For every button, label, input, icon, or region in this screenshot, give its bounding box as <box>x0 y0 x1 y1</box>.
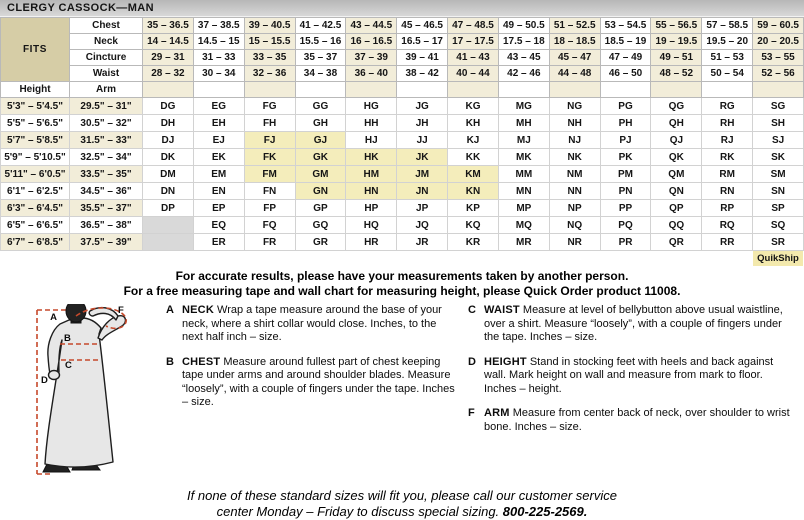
instruction-letter: C <box>468 304 476 316</box>
fit-row-label: Cincture <box>70 50 143 66</box>
size-code-cell: HN <box>346 183 397 200</box>
empty-header-cell <box>244 82 295 98</box>
size-code-cell: KH <box>448 115 499 132</box>
height-range-cell: 6'1" – 6'2.5" <box>1 183 70 200</box>
empty-header-cell <box>143 82 194 98</box>
arm-range-cell: 33.5" – 35" <box>70 166 143 183</box>
size-code-cell: RN <box>702 183 753 200</box>
diagram-label-a: A <box>50 312 57 323</box>
fit-value-cell: 43 – 45 <box>498 50 549 66</box>
height-range-cell: 5'7" – 5'8.5" <box>1 132 70 149</box>
cassock-figure-diagram <box>14 304 164 486</box>
fit-value-cell: 42 – 46 <box>498 66 549 82</box>
instruction-height <box>468 356 798 397</box>
size-code-cell: RK <box>702 149 753 166</box>
size-code-cell: SK <box>753 149 804 166</box>
fit-value-cell: 15.5 – 16 <box>295 34 346 50</box>
size-code-cell: SQ <box>753 217 804 234</box>
arm-range-cell: 34.5" – 36" <box>70 183 143 200</box>
size-code-cell: MR <box>498 234 549 251</box>
instructions-column-2 <box>468 304 798 486</box>
fit-value-cell: 20 – 20.5 <box>753 34 804 50</box>
note-line-2: For a free measuring tape and wall chart for measuring height, please Quick Order product 11008. <box>123 284 681 298</box>
empty-header-cell <box>346 82 397 98</box>
instruction-text: NECK Wrap a tape measure around the base of your neck, where a shirt collar would close. Inches, to the next half inch – size. <box>182 304 442 343</box>
size-code-cell: NJ <box>549 132 600 149</box>
size-code-cell: GR <box>295 234 346 251</box>
size-code-cell: SM <box>753 166 804 183</box>
size-code-cell: NG <box>549 98 600 115</box>
fit-value-cell: 19.5 – 20 <box>702 34 753 50</box>
size-code-cell: SJ <box>753 132 804 149</box>
fits-label: FITS <box>1 18 70 82</box>
size-code-cell: FP <box>244 200 295 217</box>
empty-header-cell <box>753 82 804 98</box>
fit-value-cell: 50 – 54 <box>702 66 753 82</box>
measuring-section <box>0 304 804 486</box>
arm-range-cell: 32.5" – 34" <box>70 149 143 166</box>
fit-value-cell: 18 – 18.5 <box>549 34 600 50</box>
figure-head <box>66 304 86 322</box>
instructions-column-1 <box>166 304 458 486</box>
fit-value-cell: 29 – 31 <box>143 50 194 66</box>
size-code-cell: RH <box>702 115 753 132</box>
size-code-cell: GM <box>295 166 346 183</box>
measurement-notes <box>0 269 804 299</box>
height-range-cell: 5'3" – 5'4.5" <box>1 98 70 115</box>
size-code-cell: QR <box>651 234 702 251</box>
fit-value-cell: 15 – 15.5 <box>244 34 295 50</box>
instruction-neck <box>166 304 458 345</box>
size-code-cell: PQ <box>600 217 651 234</box>
size-code-cell: EG <box>193 98 244 115</box>
size-code-cell: NH <box>549 115 600 132</box>
size-code-cell: HP <box>346 200 397 217</box>
size-code-cell: MG <box>498 98 549 115</box>
size-code-cell: FG <box>244 98 295 115</box>
size-code-cell: KG <box>448 98 499 115</box>
size-code-cell: JN <box>397 183 448 200</box>
fit-value-cell: 59 – 60.5 <box>753 18 804 34</box>
size-code-cell: MM <box>498 166 549 183</box>
size-code-cell: NP <box>549 200 600 217</box>
footer-line-2: center Monday – Friday to discuss special sizing. 800-225-2569. <box>216 504 588 519</box>
size-code-cell: PJ <box>600 132 651 149</box>
size-code-cell: PR <box>600 234 651 251</box>
diagram-label-f: F <box>118 305 124 316</box>
quikship-badge: QuikShip <box>753 251 803 266</box>
instruction-text: WAIST Measure at level of bellybutton above usual waistline, over a shirt. Measure “loosely”, with a couple of fingers under the tape. Inches – size. <box>484 304 783 343</box>
special-sizing-note <box>0 488 804 520</box>
size-code-cell: PM <box>600 166 651 183</box>
size-code-cell: HJ <box>346 132 397 149</box>
size-code-cell: KJ <box>448 132 499 149</box>
fit-value-cell: 51 – 52.5 <box>549 18 600 34</box>
size-code-cell: MK <box>498 149 549 166</box>
fit-value-cell: 41 – 43 <box>448 50 499 66</box>
size-code-cell: RJ <box>702 132 753 149</box>
fit-value-cell: 49 – 51 <box>651 50 702 66</box>
fit-value-cell: 32 – 36 <box>244 66 295 82</box>
size-code-cell: MN <box>498 183 549 200</box>
size-code-cell: MJ <box>498 132 549 149</box>
empty-header-cell <box>397 82 448 98</box>
size-code-cell: JR <box>397 234 448 251</box>
fit-value-cell: 41 – 42.5 <box>295 18 346 34</box>
size-code-cell: EM <box>193 166 244 183</box>
fit-value-cell: 53 – 55 <box>753 50 804 66</box>
instruction-arm <box>468 407 798 434</box>
instruction-text: CHEST Measure around fullest part of chest keeping tape under arms and around shoulder blades. Measure “loosely”, with a couple of fingers under the tape. Inches – size. <box>182 355 455 408</box>
size-code-cell: GP <box>295 200 346 217</box>
size-code-cell: PK <box>600 149 651 166</box>
size-code-cell: RR <box>702 234 753 251</box>
size-code-cell: EP <box>193 200 244 217</box>
size-code-cell: SR <box>753 234 804 251</box>
arm-range-cell: 30.5" – 32" <box>70 115 143 132</box>
fit-value-cell: 14 – 14.5 <box>143 34 194 50</box>
size-code-cell: PH <box>600 115 651 132</box>
empty-header-cell <box>600 82 651 98</box>
size-code-cell: QG <box>651 98 702 115</box>
fit-value-cell: 33 – 35 <box>244 50 295 66</box>
size-code-cell: HG <box>346 98 397 115</box>
fit-value-cell: 37 – 39 <box>346 50 397 66</box>
size-code-cell: GH <box>295 115 346 132</box>
size-code-cell: NK <box>549 149 600 166</box>
fit-row-label: Chest <box>70 18 143 34</box>
size-code-cell: EJ <box>193 132 244 149</box>
instruction-chest <box>166 356 458 410</box>
fit-value-cell: 57 – 58.5 <box>702 18 753 34</box>
size-code-cell: DJ <box>143 132 194 149</box>
chart-title-bar <box>0 0 804 17</box>
fit-value-cell: 17 – 17.5 <box>448 34 499 50</box>
size-code-cell: NM <box>549 166 600 183</box>
size-code-cell <box>143 234 194 251</box>
size-code-cell: KP <box>448 200 499 217</box>
size-code-cell: MP <box>498 200 549 217</box>
size-code-cell: FQ <box>244 217 295 234</box>
height-range-cell: 6'7" – 6'8.5" <box>1 234 70 251</box>
size-code-cell: QQ <box>651 217 702 234</box>
cassock-robe <box>45 318 113 467</box>
size-code-cell <box>143 217 194 234</box>
size-code-cell: MH <box>498 115 549 132</box>
size-code-cell: RQ <box>702 217 753 234</box>
size-code-cell: QM <box>651 166 702 183</box>
size-code-cell: FM <box>244 166 295 183</box>
size-code-cell: FN <box>244 183 295 200</box>
size-code-cell: GQ <box>295 217 346 234</box>
fit-value-cell: 52 – 56 <box>753 66 804 82</box>
fit-row-label: Waist <box>70 66 143 82</box>
fit-value-cell: 46 – 50 <box>600 66 651 82</box>
size-code-cell: EH <box>193 115 244 132</box>
empty-header-cell <box>193 82 244 98</box>
size-code-cell: RM <box>702 166 753 183</box>
size-code-cell: SG <box>753 98 804 115</box>
instruction-letter: A <box>166 304 174 316</box>
size-code-cell: JK <box>397 149 448 166</box>
arm-column-header: Arm <box>70 82 143 98</box>
size-code-cell: FK <box>244 149 295 166</box>
size-code-cell: JQ <box>397 217 448 234</box>
size-code-cell: PN <box>600 183 651 200</box>
size-code-cell: RG <box>702 98 753 115</box>
size-code-cell: FJ <box>244 132 295 149</box>
height-range-cell: 5'9" – 5'10.5" <box>1 149 70 166</box>
size-code-cell: EQ <box>193 217 244 234</box>
size-code-cell: GG <box>295 98 346 115</box>
arm-range-cell: 31.5" – 33" <box>70 132 143 149</box>
height-column-header: Height <box>1 82 70 98</box>
fit-value-cell: 18.5 – 19 <box>600 34 651 50</box>
size-code-cell: SP <box>753 200 804 217</box>
fit-value-cell: 17.5 – 18 <box>498 34 549 50</box>
fit-value-cell: 45 – 46.5 <box>397 18 448 34</box>
fit-value-cell: 40 – 44 <box>448 66 499 82</box>
size-code-cell: DM <box>143 166 194 183</box>
size-code-cell: HH <box>346 115 397 132</box>
instruction-letter: F <box>468 407 475 419</box>
diagram-label-b: B <box>64 333 71 344</box>
fit-value-cell: 28 – 32 <box>143 66 194 82</box>
size-code-cell: HK <box>346 149 397 166</box>
size-code-cell: JJ <box>397 132 448 149</box>
fit-value-cell: 44 – 48 <box>549 66 600 82</box>
empty-header-cell <box>295 82 346 98</box>
size-code-cell: DG <box>143 98 194 115</box>
height-range-cell: 5'11" – 6'0.5" <box>1 166 70 183</box>
diagram-label-d: D <box>41 375 48 386</box>
fit-value-cell: 49 – 50.5 <box>498 18 549 34</box>
fit-value-cell: 19 – 19.5 <box>651 34 702 50</box>
size-code-cell: GK <box>295 149 346 166</box>
empty-header-cell <box>498 82 549 98</box>
height-range-cell: 6'5" – 6'6.5" <box>1 217 70 234</box>
size-code-cell: NN <box>549 183 600 200</box>
instruction-letter: D <box>468 355 476 368</box>
size-code-cell: JG <box>397 98 448 115</box>
fit-value-cell: 48 – 52 <box>651 66 702 82</box>
size-code-cell: DH <box>143 115 194 132</box>
fit-value-cell: 51 – 53 <box>702 50 753 66</box>
size-code-cell: ER <box>193 234 244 251</box>
size-code-cell: HR <box>346 234 397 251</box>
size-code-cell: SN <box>753 183 804 200</box>
size-code-cell: MQ <box>498 217 549 234</box>
fit-value-cell: 14.5 – 15 <box>193 34 244 50</box>
fit-value-cell: 38 – 42 <box>397 66 448 82</box>
arm-range-cell: 29.5" – 31" <box>70 98 143 115</box>
fit-value-cell: 55 – 56.5 <box>651 18 702 34</box>
height-range-cell: 6'3" – 6'4.5" <box>1 200 70 217</box>
fit-value-cell: 37 – 38.5 <box>193 18 244 34</box>
size-code-cell: QN <box>651 183 702 200</box>
size-code-cell: QK <box>651 149 702 166</box>
size-code-cell: KR <box>448 234 499 251</box>
fit-value-cell: 47 – 48.5 <box>448 18 499 34</box>
instruction-text: ARM Measure from center back of neck, over shoulder to wrist bone. Inches – size. <box>484 407 790 433</box>
arm-range-cell: 36.5" – 38" <box>70 217 143 234</box>
size-code-cell: DK <box>143 149 194 166</box>
size-code-cell: QP <box>651 200 702 217</box>
size-code-cell: DN <box>143 183 194 200</box>
fit-value-cell: 34 – 38 <box>295 66 346 82</box>
size-code-cell: JP <box>397 200 448 217</box>
size-code-cell: NQ <box>549 217 600 234</box>
fit-value-cell: 16 – 16.5 <box>346 34 397 50</box>
size-code-cell: GN <box>295 183 346 200</box>
size-code-cell: SH <box>753 115 804 132</box>
size-code-cell: KQ <box>448 217 499 234</box>
arm-range-cell: 37.5" – 39" <box>70 234 143 251</box>
phone-number: 800-225-2569. <box>502 504 588 519</box>
size-code-cell: JH <box>397 115 448 132</box>
size-code-cell: HM <box>346 166 397 183</box>
size-code-cell: KN <box>448 183 499 200</box>
fit-value-cell: 43 – 44.5 <box>346 18 397 34</box>
size-code-cell: EN <box>193 183 244 200</box>
fit-value-cell: 45 – 47 <box>549 50 600 66</box>
fit-value-cell: 31 – 33 <box>193 50 244 66</box>
note-line-1: For accurate results, please have your measurements taken by another person. <box>175 269 629 283</box>
empty-header-cell <box>549 82 600 98</box>
size-code-cell: DP <box>143 200 194 217</box>
arm-range-cell: 35.5" – 37" <box>70 200 143 217</box>
size-code-cell: QJ <box>651 132 702 149</box>
size-code-cell: KM <box>448 166 499 183</box>
size-code-cell: EK <box>193 149 244 166</box>
fit-value-cell: 35 – 36.5 <box>143 18 194 34</box>
fit-value-cell: 16.5 – 17 <box>397 34 448 50</box>
size-code-cell: FR <box>244 234 295 251</box>
size-table <box>0 17 804 251</box>
size-code-cell: RP <box>702 200 753 217</box>
size-code-cell: PP <box>600 200 651 217</box>
fit-value-cell: 35 – 37 <box>295 50 346 66</box>
size-code-cell: GJ <box>295 132 346 149</box>
height-range-cell: 5'5" – 5'6.5" <box>1 115 70 132</box>
fit-row-label: Neck <box>70 34 143 50</box>
size-code-cell: HQ <box>346 217 397 234</box>
fit-value-cell: 53 – 54.5 <box>600 18 651 34</box>
instruction-waist <box>468 304 798 345</box>
fit-value-cell: 39 – 41 <box>397 50 448 66</box>
size-code-cell: QH <box>651 115 702 132</box>
size-code-cell: NR <box>549 234 600 251</box>
figure-left-hand <box>49 371 60 380</box>
empty-header-cell <box>651 82 702 98</box>
diagram-label-c: C <box>65 360 72 371</box>
fit-value-cell: 36 – 40 <box>346 66 397 82</box>
fit-value-cell: 47 – 49 <box>600 50 651 66</box>
size-code-cell: KK <box>448 149 499 166</box>
size-code-cell: PG <box>600 98 651 115</box>
size-code-cell: JM <box>397 166 448 183</box>
empty-header-cell <box>702 82 753 98</box>
fit-value-cell: 30 – 34 <box>193 66 244 82</box>
fit-value-cell: 39 – 40.5 <box>244 18 295 34</box>
empty-header-cell <box>448 82 499 98</box>
chart-title: CLERGY CASSOCK—MAN <box>7 2 154 14</box>
instruction-letter: B <box>166 355 174 368</box>
instruction-text: HEIGHT Stand in stocking feet with heels and back against wall. Mark height on wall and measure from mark to floor. Inches – height. <box>484 355 774 395</box>
size-code-cell: FH <box>244 115 295 132</box>
footer-line-1: If none of these standard sizes will fit you, please call our customer service <box>187 488 617 503</box>
